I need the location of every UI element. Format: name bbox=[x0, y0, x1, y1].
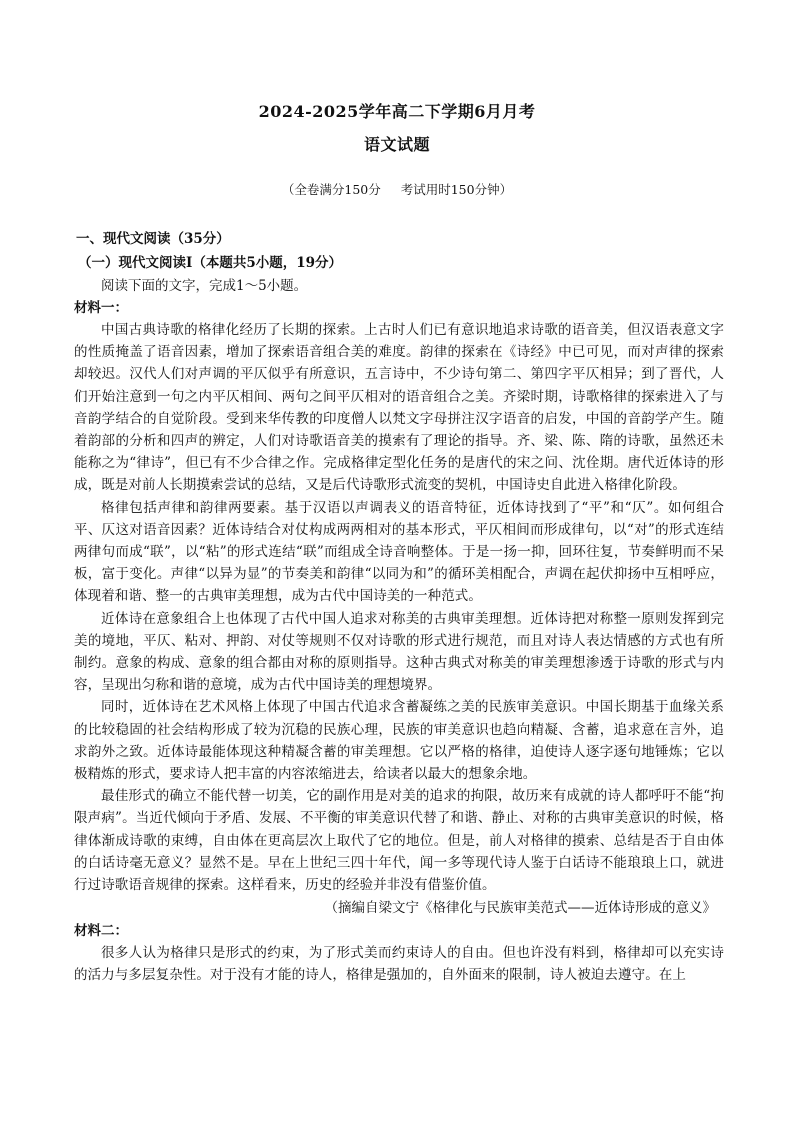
material-one-paragraph: 中国古典诗歌的格律化经历了长期的探索。上古时人们已有意识地追求诗歌的语音美，但汉语表意文字的性质掩盖了语音因素，增加了探索语音组合美的难度。韵律的探索在《诗经》中已可见，而对声律的探索却较迟。汉代人们对声调的平仄似乎有所意识，五言诗中，不少诗句第二、第四字平仄相异；到了晋代，人们开始注意到一句之内平仄相间、两句之间平仄相对的语音组合之美。齐梁时期，诗歌格律的探索进入了与音韵学结合的自觉阶段。受到来华传教的印度僧人以梵文字母拼注汉字语音的启发，中国的音韵学产生。随着韵部的分析和四声的辨定，人们对诗歌语音美的摸索有了理论的指导。齐、梁、陈、隋的诗歌，虽然还未能称之为“律诗”，但已有不少合律之作。完成格律定型化任务的是唐代的宋之问、沈佺期。唐代近体诗的形成，既是对前人长期摸索尝试的总结，又是后代诗歌形式流变的契机，中国诗史自此进入格律化阶段。 bbox=[74, 322, 724, 494]
question-section bbox=[74, 227, 724, 987]
full-score-text: （全卷满分150分 bbox=[281, 182, 381, 197]
material-one-label: 材料一： bbox=[74, 300, 128, 316]
exam-time-text: 考试用时150分钟） bbox=[400, 182, 513, 197]
material-one-paragraph: 同时，近体诗在艺术风格上体现了中国古代追求含蓄凝练之美的民族审美意识。中国长期基于血缘关系的比较稳固的社会结构形成了较为沉稳的民族心理，民族的审美意识也趋向精凝、含蓄，追求意在言外，追求韵外之致。近体诗最能体现这种精凝含蓄的审美理想。它以严格的格律，迫使诗人逐字逐句地锤炼；它以极精炼的形式，要求诗人把丰富的内容浓缩进去，给读者以最大的想象余地。 bbox=[74, 699, 724, 783]
material-two-paragraph: 很多人认为格律只是形式的约束，为了形式美而约束诗人的自由。但也许没有料到，格律却可以充实诗的活力与多层复杂性。对于没有才能的诗人，格律是强加的，自外面来的限制，诗人被迫去遵守。在上 bbox=[74, 945, 724, 984]
section-heading: 一、现代文阅读（35分） bbox=[76, 231, 230, 247]
exam-info bbox=[0, 180, 794, 198]
material-one-paragraph: 最佳形式的确立不能代替一切美，它的副作用是对美的追求的拘限，故历来有成就的诗人都呼吁不能“拘限声病”。当近代倾向于矛盾、发展、不平衡的审美意识代替了和谐、静止、对称的古典审美意识的时候，格律体渐成诗歌的束缚，自由体在更高层次上取代了它的地位。但是，前人对格律的摸索、总结是否于自由体的白话诗毫无意义？显然不是。早在上世纪三四十年代，闻一多等现代诗人鉴于白话诗不能琅琅上口，就进行过诗歌语音规律的探索。这样看来，历史的经验并非没有借鉴价值。 bbox=[74, 788, 724, 894]
material-two-label: 材料二： bbox=[74, 923, 128, 940]
exam-title: 2024-2025学年高二下学期6月月考 bbox=[258, 102, 536, 121]
material-one-paragraph: 近体诗在意象组合上也体现了古代中国人追求对称美的古典审美理想。近体诗把对称整一原则发挥到完美的境地，平仄、粘对、押韵、对仗等规则不仅对诗歌的形式进行规范，而且对诗人表达情感的方式也有所制约。意象的构成、意象的组合都由对称的原则指导。这种古典式对称美的审美理想渗透于诗歌的形式与内容，呈现出匀称和谐的意境，成为古代中国诗美的理想境界。 bbox=[74, 610, 724, 694]
reading-instruction: 阅读下面的文字，完成1～5小题。 bbox=[101, 278, 308, 294]
material-one-source: （摘编自梁文宁《格律化与民族审美范式——近体诗形成的意义》 bbox=[324, 900, 716, 917]
exam-subject-title: 语文试题 bbox=[363, 135, 430, 154]
material-one-paragraph: 格律包括声律和韵律两要素。基于汉语以声调表义的语音特征，近体诗找到了“平”和“仄”。如何组合平、仄这对语音因素？近体诗结合对仗构成两两相对的基本形式，平仄相间而形成律句，以“对”的形式连结两律句而成“联”，以“粘”的形式连结“联”而组成全诗音响整体。于是一扬一抑，回环往复，节奏鲜明而不呆板，富于变化。声律“以异为显”的节奏美和韵律“以同为和”的循环美相配合，声调在起伏抑扬中互相呼应，体现着和谐、整一的古典审美理想，成为古代中国诗美的一种范式。 bbox=[74, 499, 724, 605]
subsection-heading: （一）现代文阅读Ⅰ（本题共5小题，19分） bbox=[78, 255, 342, 271]
